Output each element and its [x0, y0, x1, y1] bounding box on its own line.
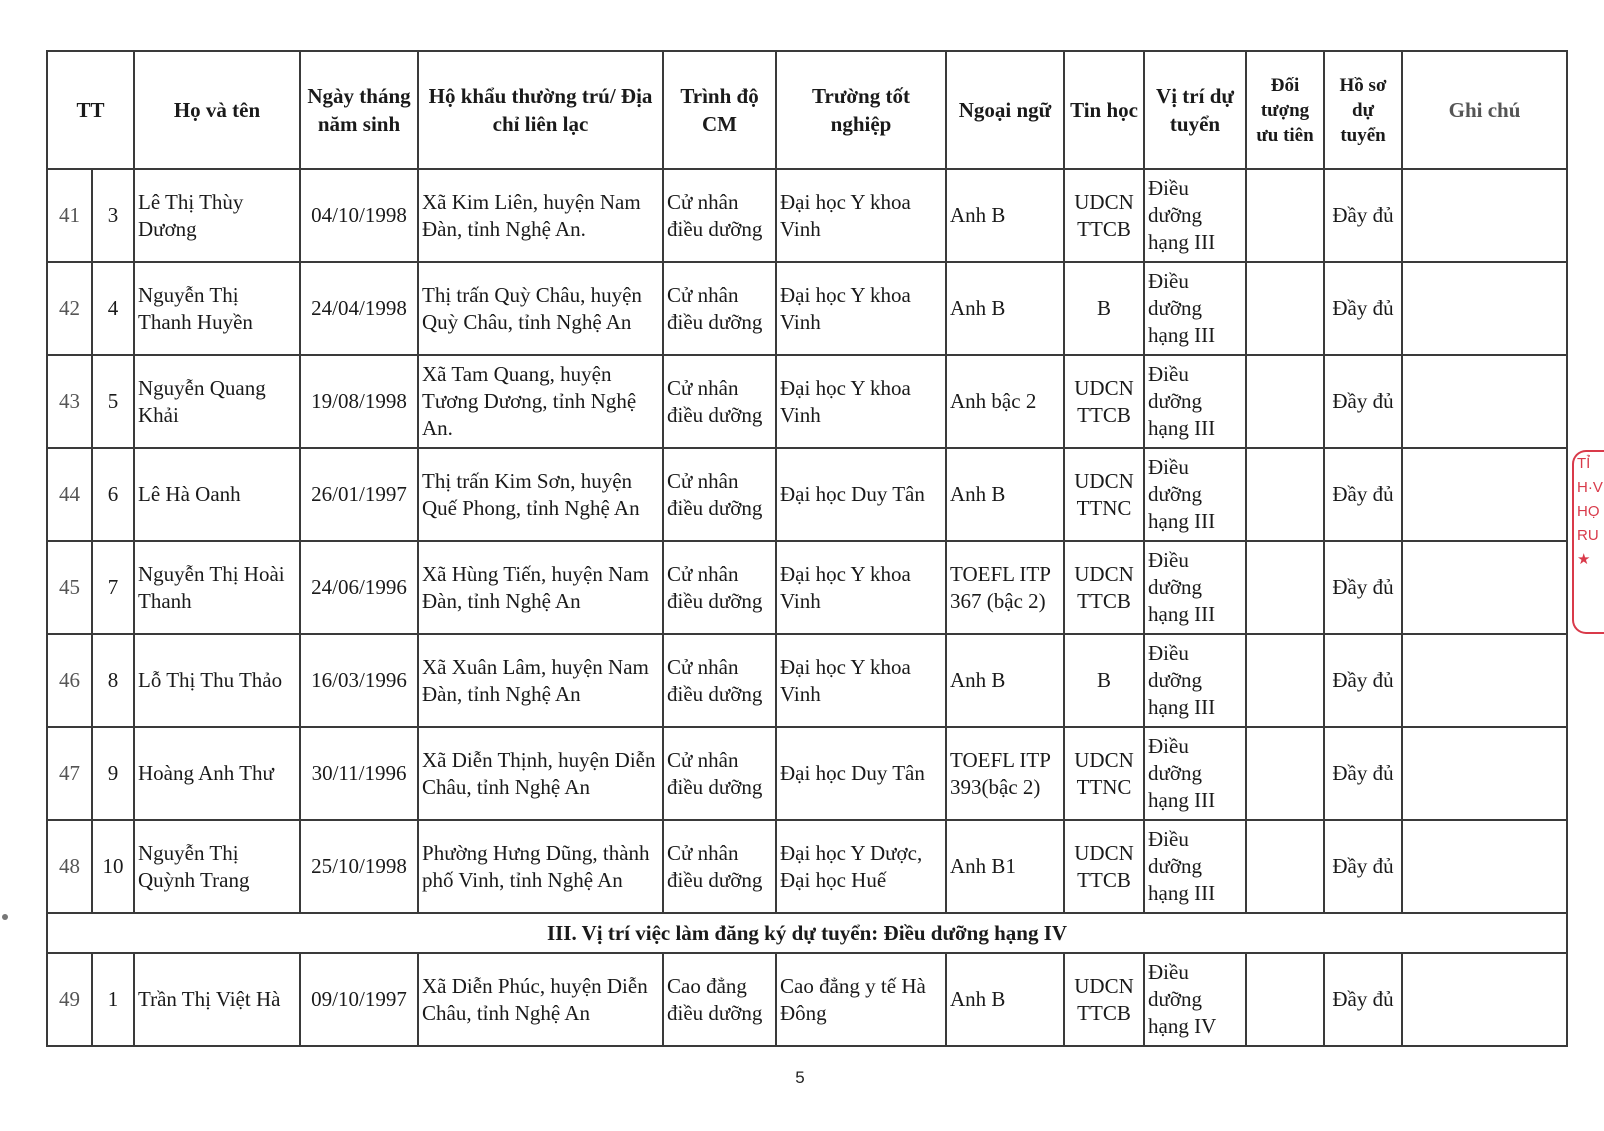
row-stt: 45: [47, 541, 92, 634]
row-school: Đại học Y khoa Vinh: [776, 541, 946, 634]
row-note: [1402, 169, 1567, 262]
header-tt: TT: [47, 51, 134, 169]
row-it: B: [1064, 262, 1144, 355]
row-priority: [1246, 262, 1324, 355]
table-row: [47, 262, 1567, 355]
row-name: Nguyễn Thị Thanh Huyền: [134, 262, 300, 355]
row-school: Đại học Y khoa Vinh: [776, 169, 946, 262]
row-status: Đầy đủ: [1324, 355, 1402, 448]
table-row: [47, 820, 1567, 913]
row-position: Điều dưỡng hạng III: [1144, 727, 1246, 820]
row-dob: 26/01/1997: [300, 448, 418, 541]
row-lang: Anh B1: [946, 820, 1064, 913]
row-stt: 41: [47, 169, 92, 262]
row-stt: 46: [47, 634, 92, 727]
row-status: Đầy đủ: [1324, 448, 1402, 541]
row-dob: 24/06/1996: [300, 541, 418, 634]
row-tt: 8: [92, 634, 134, 727]
row-address: Phường Hưng Dũng, thành phố Vinh, tỉnh Nghệ An: [418, 820, 663, 913]
row-school: Đại học Duy Tân: [776, 448, 946, 541]
row-lang: TOEFL ITP 367 (bậc 2): [946, 541, 1064, 634]
row-tt: 1: [92, 953, 134, 1046]
row-name: Hoàng Anh Thư: [134, 727, 300, 820]
row-level: Cử nhân điều dưỡng: [663, 727, 776, 820]
row-address: Xã Diễn Thịnh, huyện Diễn Châu, tỉnh Nghệ An: [418, 727, 663, 820]
row-priority: [1246, 169, 1324, 262]
row-level: Cao đẳng điều dưỡng: [663, 953, 776, 1046]
row-lang: Anh B: [946, 169, 1064, 262]
row-tt: 9: [92, 727, 134, 820]
row-note: [1402, 541, 1567, 634]
row-name: Trần Thị Việt Hà: [134, 953, 300, 1046]
row-it: UDCN TTCB: [1064, 541, 1144, 634]
row-stt: 43: [47, 355, 92, 448]
row-level: Cử nhân điều dưỡng: [663, 169, 776, 262]
row-position: Điều dưỡng hạng III: [1144, 448, 1246, 541]
page-number: 5: [795, 1068, 805, 1087]
margin-dot: [2, 914, 8, 920]
row-lang: TOEFL ITP 393(bậc 2): [946, 727, 1064, 820]
row-stt: 42: [47, 262, 92, 355]
row-level: Cử nhân điều dưỡng: [663, 355, 776, 448]
row-position: Điều dưỡng hạng III: [1144, 355, 1246, 448]
row-address: Thị trấn Kim Sơn, huyện Quế Phong, tỉnh Nghệ An: [418, 448, 663, 541]
row-school: Đại học Duy Tân: [776, 727, 946, 820]
row-tt: 3: [92, 169, 134, 262]
row-tt: 7: [92, 541, 134, 634]
table-row: [47, 448, 1567, 541]
row-status: Đầy đủ: [1324, 820, 1402, 913]
row-note: [1402, 820, 1567, 913]
row-dob: 09/10/1997: [300, 953, 418, 1046]
row-note: [1402, 448, 1567, 541]
row-lang: Anh B: [946, 262, 1064, 355]
header-ho-khau: Hộ khẩu thường trú/ Địa chỉ liên lạc: [418, 51, 663, 169]
row-school: Đại học Y Dược, Đại học Huế: [776, 820, 946, 913]
row-level: Cử nhân điều dưỡng: [663, 634, 776, 727]
row-status: Đầy đủ: [1324, 634, 1402, 727]
stamp-text: RU: [1577, 527, 1599, 544]
row-dob: 19/08/1998: [300, 355, 418, 448]
row-level: Cử nhân điều dưỡng: [663, 541, 776, 634]
row-dob: 30/11/1996: [300, 727, 418, 820]
row-priority: [1246, 355, 1324, 448]
row-school: Đại học Y khoa Vinh: [776, 634, 946, 727]
table-row: [47, 727, 1567, 820]
row-priority: [1246, 448, 1324, 541]
row-school: Đại học Y khoa Vinh: [776, 262, 946, 355]
section-title: III. Vị trí việc làm đăng ký dự tuyển: Điều dưỡng hạng IV: [47, 913, 1567, 953]
row-note: [1402, 634, 1567, 727]
header-ngay-sinh: Ngày tháng năm sinh: [300, 51, 418, 169]
header-ho-so: Hồ sơ dự tuyển: [1324, 51, 1402, 169]
row-position: Điều dưỡng hạng III: [1144, 820, 1246, 913]
row-level: Cử nhân điều dưỡng: [663, 448, 776, 541]
row-address: Xã Tam Quang, huyện Tương Dương, tỉnh Nghệ An.: [418, 355, 663, 448]
row-dob: 04/10/1998: [300, 169, 418, 262]
table-row: [47, 541, 1567, 634]
row-school: Đại học Y khoa Vinh: [776, 355, 946, 448]
row-note: [1402, 262, 1567, 355]
row-status: Đầy đủ: [1324, 727, 1402, 820]
row-lang: Anh B: [946, 634, 1064, 727]
row-position: Điều dưỡng hạng III: [1144, 169, 1246, 262]
stamp-text: TỈ: [1577, 455, 1591, 472]
row-it: UDCN TTCB: [1064, 169, 1144, 262]
row-address: Xã Diễn Phúc, huyện Diễn Châu, tỉnh Nghệ An: [418, 953, 663, 1046]
row-lang: Anh bậc 2: [946, 355, 1064, 448]
row-priority: [1246, 820, 1324, 913]
row-it: UDCN TTNC: [1064, 448, 1144, 541]
row-priority: [1246, 634, 1324, 727]
row-tt: 4: [92, 262, 134, 355]
table-row: [47, 634, 1567, 727]
row-name: Nguyễn Thị Hoài Thanh: [134, 541, 300, 634]
row-stt: 49: [47, 953, 92, 1046]
row-position: Điều dưỡng hạng III: [1144, 634, 1246, 727]
row-status: Đầy đủ: [1324, 262, 1402, 355]
header-tin-hoc: Tin học: [1064, 51, 1144, 169]
row-level: Cử nhân điều dưỡng: [663, 262, 776, 355]
row-stt: 48: [47, 820, 92, 913]
row-status: Đầy đủ: [1324, 953, 1402, 1046]
row-level: Cử nhân điều dưỡng: [663, 820, 776, 913]
stamp-text: H·V: [1577, 479, 1603, 496]
row-note: [1402, 727, 1567, 820]
header-truong: Trường tốt nghiệp: [776, 51, 946, 169]
row-priority: [1246, 727, 1324, 820]
row-stt: 47: [47, 727, 92, 820]
row-priority: [1246, 953, 1324, 1046]
red-stamp: [1572, 450, 1604, 634]
header-vi-tri: Vị trí dự tuyển: [1144, 51, 1246, 169]
row-status: Đầy đủ: [1324, 541, 1402, 634]
row-dob: 16/03/1996: [300, 634, 418, 727]
section-row: [47, 913, 1567, 953]
table-row: [47, 169, 1567, 262]
row-tt: 6: [92, 448, 134, 541]
row-address: Thị trấn Quỳ Châu, huyện Quỳ Châu, tỉnh Nghệ An: [418, 262, 663, 355]
row-note: [1402, 953, 1567, 1046]
row-address: Xã Hùng Tiến, huyện Nam Đàn, tỉnh Nghệ An: [418, 541, 663, 634]
table-row: [47, 953, 1567, 1046]
row-position: Điều dưỡng hạng IV: [1144, 953, 1246, 1046]
row-lang: Anh B: [946, 953, 1064, 1046]
row-it: UDCN TTCB: [1064, 355, 1144, 448]
table-header-row: [47, 51, 1567, 169]
row-tt: 5: [92, 355, 134, 448]
row-priority: [1246, 541, 1324, 634]
header-doi-tuong: Đối tượng ưu tiên: [1246, 51, 1324, 169]
row-address: Xã Kim Liên, huyện Nam Đàn, tỉnh Nghệ An.: [418, 169, 663, 262]
header-ngoai-ngu: Ngoại ngữ: [946, 51, 1064, 169]
row-name: Lỗ Thị Thu Thảo: [134, 634, 300, 727]
row-name: Nguyễn Thị Quỳnh Trang: [134, 820, 300, 913]
table-row: [47, 355, 1567, 448]
row-tt: 10: [92, 820, 134, 913]
row-lang: Anh B: [946, 448, 1064, 541]
stamp-text: HỌ: [1577, 503, 1600, 520]
row-name: Lê Hà Oanh: [134, 448, 300, 541]
row-stt: 44: [47, 448, 92, 541]
header-ghi-chu: Ghi chú: [1402, 51, 1567, 169]
row-name: Lê Thị Thùy Dương: [134, 169, 300, 262]
header-trinh-do: Trình độ CM: [663, 51, 776, 169]
row-dob: 25/10/1998: [300, 820, 418, 913]
row-status: Đầy đủ: [1324, 169, 1402, 262]
header-ho-ten: Họ và tên: [134, 51, 300, 169]
row-address: Xã Xuân Lâm, huyện Nam Đàn, tỉnh Nghệ An: [418, 634, 663, 727]
row-it: UDCN TTCB: [1064, 820, 1144, 913]
row-dob: 24/04/1998: [300, 262, 418, 355]
row-it: UDCN TTCB: [1064, 953, 1144, 1046]
row-position: Điều dưỡng hạng III: [1144, 262, 1246, 355]
row-it: UDCN TTNC: [1064, 727, 1144, 820]
row-name: Nguyễn Quang Khải: [134, 355, 300, 448]
row-it: B: [1064, 634, 1144, 727]
row-position: Điều dưỡng hạng III: [1144, 541, 1246, 634]
row-school: Cao đẳng y tế Hà Đông: [776, 953, 946, 1046]
stamp-text: ★: [1577, 551, 1591, 568]
row-note: [1402, 355, 1567, 448]
candidate-table: [46, 50, 1568, 1047]
